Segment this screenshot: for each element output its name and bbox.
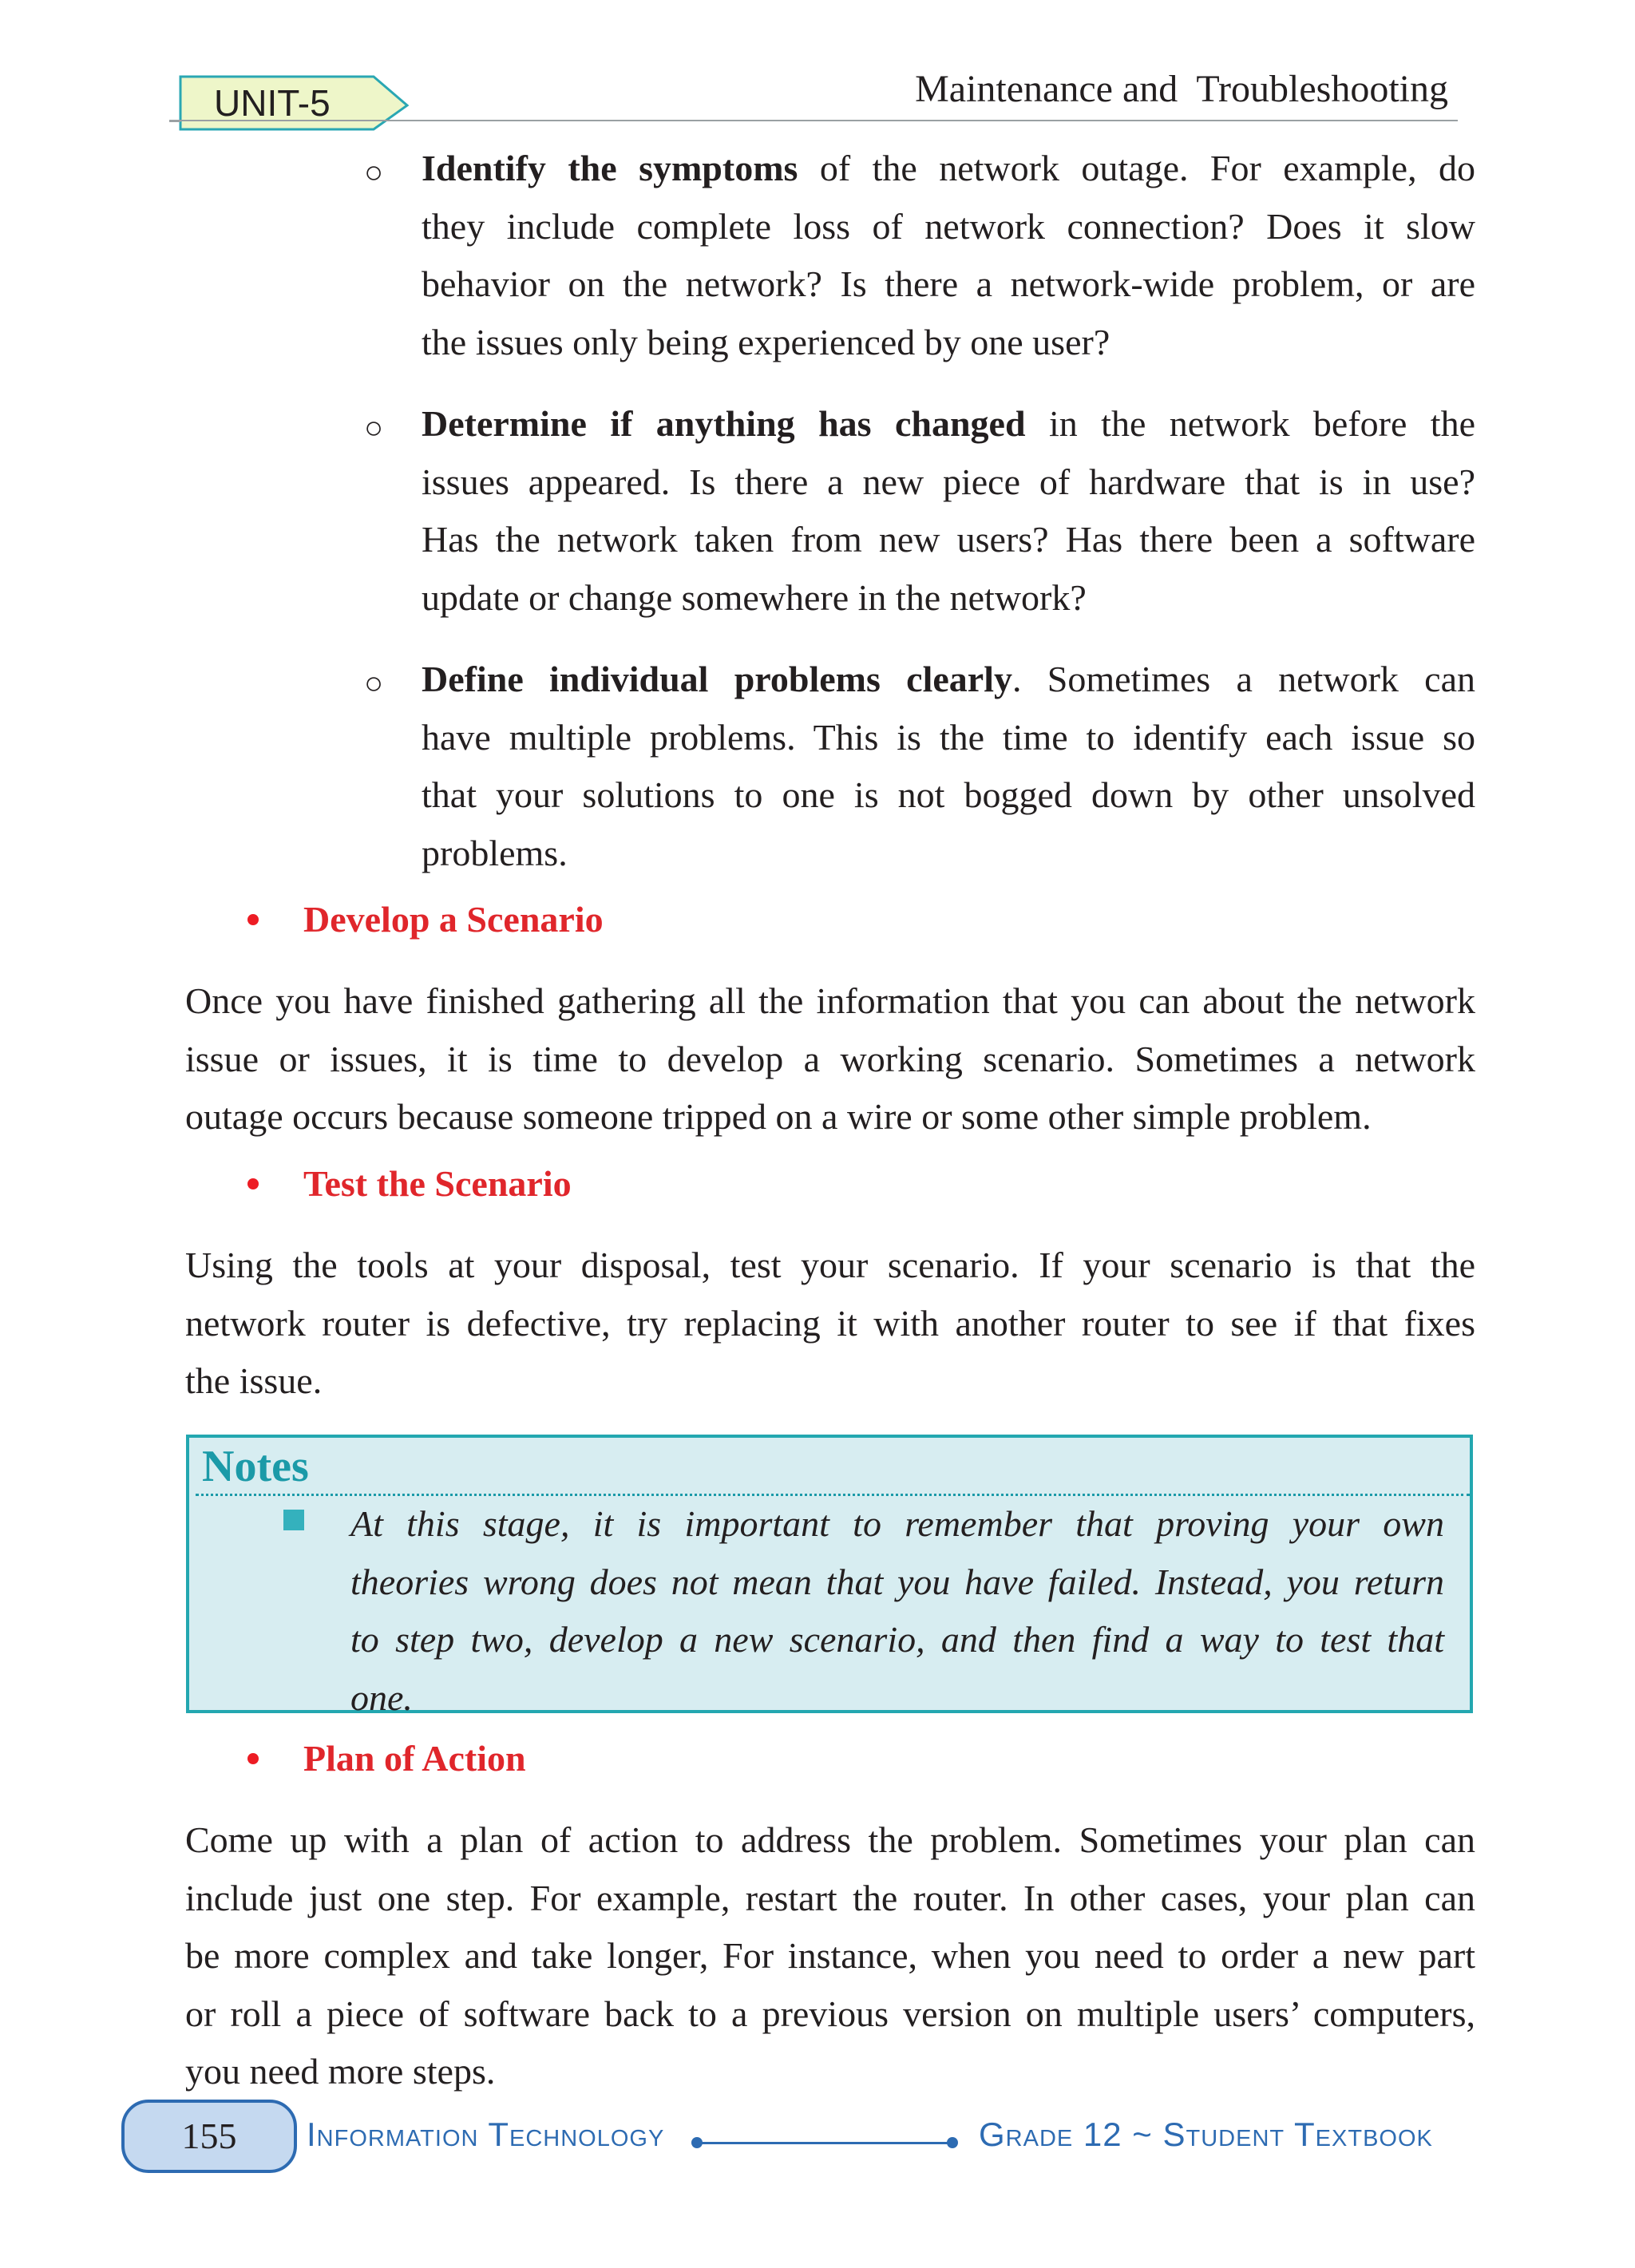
notes-line: to step two, develop a new scenario, and then find a way to test that [350, 1619, 1444, 1660]
circle-bullet-icon: ○ [364, 154, 384, 190]
sub-bullet-bold: Identify the symptoms [422, 148, 798, 188]
sub-bullet-determine-changes [422, 395, 1475, 627]
paragraph-line: Using the tools at your disposal, test your scenario. If your scenario is that the [185, 1245, 1475, 1285]
sub-bullet-line: they include complete loss of network connection? Does it slow [422, 205, 1475, 247]
sub-bullet-line: that your solutions to one is not bogged down by other unsolved [422, 774, 1475, 815]
paragraph-test-scenario [185, 1237, 1475, 1411]
footer-grade: Grade 12 ~ Student Textbook [979, 2116, 1433, 2153]
notes-line: theories wrong does not mean that you have failed. Instead, you return [350, 1561, 1444, 1602]
paragraph-plan-of-action [185, 1811, 1475, 2101]
square-bullet-icon [283, 1510, 304, 1530]
footer-dot-icon [947, 2137, 958, 2148]
red-bullet-icon [247, 914, 259, 925]
unit-label: UNIT-5 [214, 82, 331, 124]
sub-bullet-line: Identify the symptoms of the network outage. For example, do [422, 148, 1476, 188]
notes-line: one. [350, 1676, 413, 1718]
red-bullet-icon [247, 1753, 259, 1764]
footer-subject: Information Technology [307, 2116, 665, 2153]
sub-bullet-line: Has the network taken from new users? Has there been a software [422, 519, 1475, 560]
paragraph-line: Come up with a plan of action to address the problem. Sometimes your plan can [185, 1819, 1475, 1860]
unit-tab [169, 73, 417, 131]
section-heading-test-scenario: Test the Scenario [303, 1163, 572, 1204]
sub-bullet-line: the issues only being experienced by one user? [422, 321, 1110, 362]
sub-bullet-identify-symptoms [422, 140, 1475, 371]
paragraph-develop-scenario [185, 972, 1475, 1146]
notes-line: At this stage, it is important to remember that proving your own [350, 1503, 1444, 1544]
paragraph-line: the issue. [185, 1360, 323, 1401]
notes-title: Notes [202, 1442, 309, 1491]
sub-bullet-line: behavior on the network? Is there a network-wide problem, or are [422, 263, 1475, 304]
notes-text [350, 1495, 1444, 1727]
circle-bullet-icon: ○ [364, 410, 384, 445]
sub-bullet-bold: Define individual problems clearly [422, 659, 1012, 699]
header-divider [169, 120, 1458, 121]
sub-bullet-line: have multiple problems. This is the time to identify each issue so [422, 716, 1475, 758]
paragraph-line: or roll a piece of software back to a previous version on multiple users’ computers, [185, 1993, 1475, 2034]
section-heading-develop-scenario: Develop a Scenario [303, 899, 604, 940]
paragraph-line: Once you have finished gathering all the information that you can about the network [185, 980, 1475, 1021]
circle-bullet-icon: ○ [364, 665, 384, 701]
sub-bullet-bold: Determine if anything has changed [422, 403, 1026, 444]
notes-box [186, 1435, 1473, 1718]
paragraph-line: issue or issues, it is time to develop a working scenario. Sometimes a network [185, 1038, 1475, 1079]
sub-bullet-line: Determine if anything has changed in the network before the [422, 403, 1476, 444]
paragraph-line: network router is defective, try replacing it with another router to see if that fixes [185, 1302, 1475, 1344]
paragraph-line: you need more steps. [185, 2051, 496, 2092]
red-bullet-icon [247, 1178, 259, 1189]
sub-bullet-line: problems. [422, 832, 568, 873]
paragraph-line: include just one step. For example, restart the router. In other cases, your plan can [185, 1877, 1475, 1918]
sub-bullet-line: update or change somewhere in the network? [422, 576, 1087, 618]
page-number: 155 [121, 2100, 297, 2173]
sub-bullet-line: Define individual problems clearly. Sometimes a network can [422, 659, 1475, 699]
sub-bullet-define-problems [422, 651, 1475, 882]
paragraph-line: outage occurs because someone tripped on a wire or some other simple problem. [185, 1096, 1372, 1137]
page-header-title: Maintenance and Troubleshooting [915, 68, 1448, 110]
paragraph-line: be more complex and take longer, For instance, when you need to order a new part [185, 1935, 1475, 1976]
sub-bullet-line: issues appeared. Is there a new piece of hardware that is in use? [422, 461, 1475, 502]
section-heading-plan-of-action: Plan of Action [303, 1738, 526, 1779]
footer-connector-line [699, 2142, 953, 2144]
